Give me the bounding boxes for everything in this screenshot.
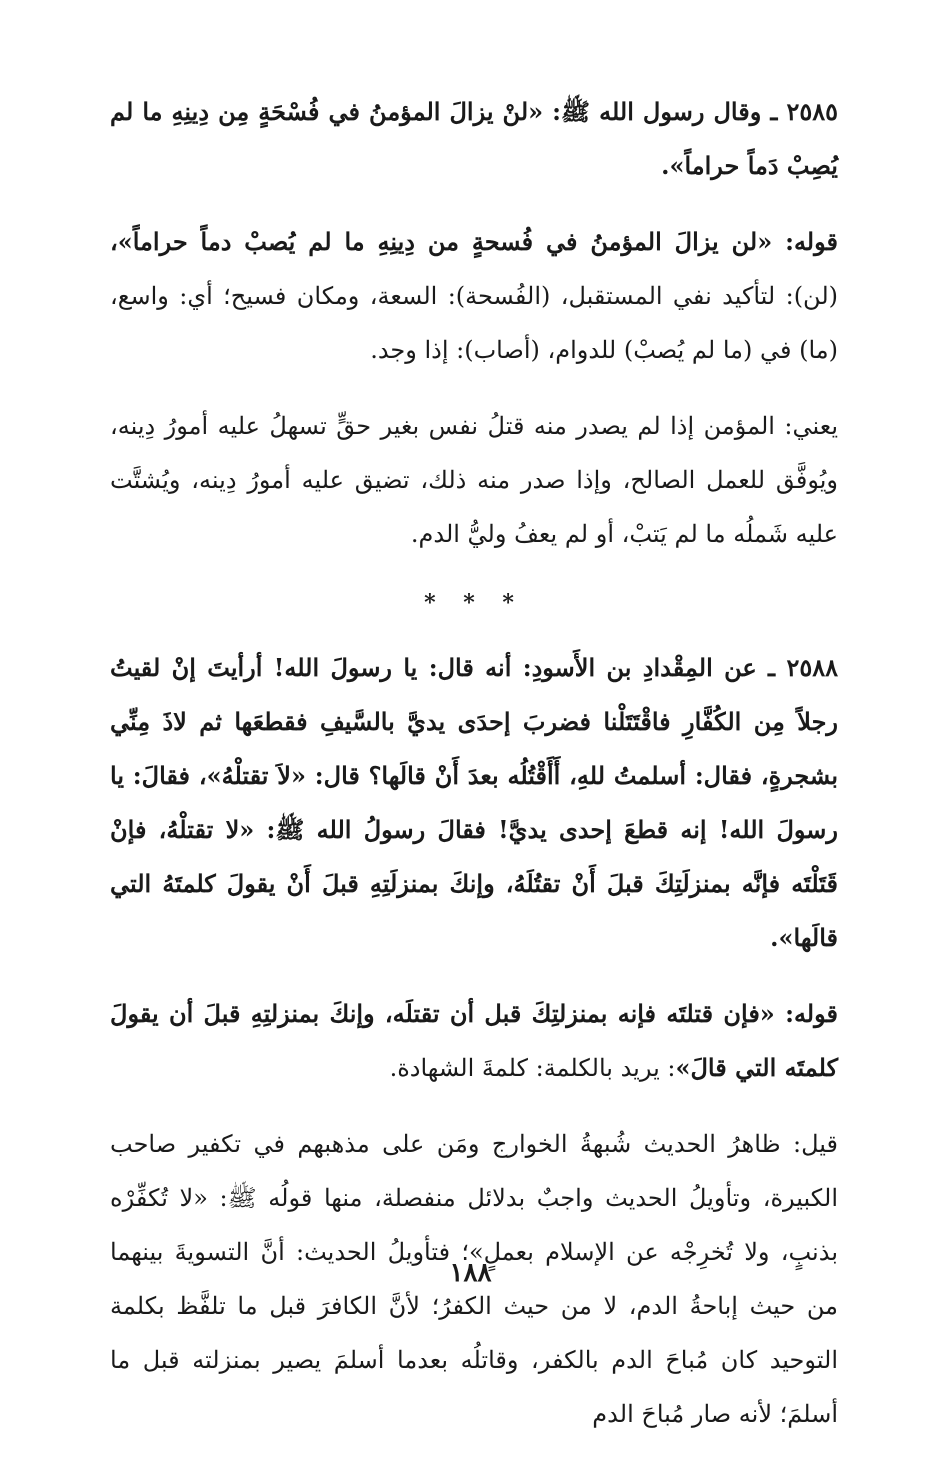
commentary-2585-explanation: (لن): لتأكيد نفي المستقبل، (الفُسحة): السعة، ومكان فسيح؛ أي: واسع، (ما) في (ما لم يُصبْ) للدوام، (أصاب): إذا وجد. (110, 282, 838, 364)
commentary-2585 (110, 215, 838, 377)
hadith-2585: ٢٥٨٥ ـ وقال رسول الله ﷺ: «لنْ يزالَ المؤمنُ في فُسْحَةٍ مِن دِينِهِ ما لم يُصِبْ دَماً حراماً». (110, 97, 838, 180)
section-separator: * * * (424, 590, 524, 616)
commentary-2588-explanation: : يريد بالكلمة: كلمةَ الشهادة. (389, 1054, 676, 1082)
commentary-2588 (110, 987, 838, 1095)
hadith-2588: ٢٥٨٨ ـ عن المِقْدادِ بن الأَسودِ: أنه قال: يا رسولَ الله! أرأيتَ إنْ لقيتُ رجلاً مِن الكُفَّارِ فاقْتَتَلْنا فضربَ إحدَى يديَّ بالسَّيفِ فقطعَها ثم لاذَ مِنِّي بشجرةٍ، فقال: أسلمتُ للهِ، أَأَقْتُلُه بعدَ أَنْ قالَها؟ قال: «لاَ تقتلْهُ»، فقالَ: يا رسولَ الله! إنه قطعَ إحدى يديَّ! فقالَ رسولُ الله ﷺ: «لا تقتلْهُ، فإنْ قَتَلْتَه فإنَّه بمنزلَتِكَ قبلَ أَنْ تقتُلَهُ، وإنكَ بمنزلَتِهِ قبلَ أَنْ يقولَ كلمتَهُ التي قالَها». (110, 653, 838, 952)
document-page (110, 85, 838, 1463)
commentary-2585-meaning: يعني: المؤمن إذا لم يصدر منه قتلُ نفس بغير حقٍّ تسهلُ عليه أمورُ دِينه، ويُوفَّق للعمل الصالح، وإذا صدر منه ذلك، تضيق عليه أمورُ دِينه، ويُشتَّت عليه شَملُه ما لم يَتبْ، أو لم يعفُ وليُّ الدم. (110, 412, 838, 548)
commentary-2588-qila: قيل: ظاهرُ الحديث شُبهةُ الخوارج ومَن على مذهبهم في تكفير صاحب الكبيرة، وتأويلُ الحديث واجبٌ بدلائل منفصلة، منها قولُه ﷺ: «لا تُكفِّرْه بذنبٍ، ولا تُخرِجْه عن الإسلام بعملٍ»؛ فتأويلُ الحديث: أنَّ التسويةَ بينهما من حيث إباحةُ الدم، لا من حيث الكفرُ؛ لأنَّ الكافرَ قبل ما تلفَّظ بكلمة التوحيد كان مُباحَ الدم بالكفر، وقاتلُه بعدما أسلمَ يصير بمنزلته قبل ما أسلمَ؛ لأنه صار مُباحَ الدم (110, 1130, 839, 1428)
page-number: ١٨٨ (449, 1258, 492, 1288)
commentary-2585-quote: قوله: «لن يزالَ المؤمنُ في فُسحةٍ من دِينِهِ ما لم يُصبْ دماً حراماً»، (110, 227, 838, 256)
commentary-2588-quote: قوله: «فإن قتلتَه فإنه بمنزلتِكَ قبل أن تقتلَه، وإنكَ بمنزلتِهِ قبلَ أن يقولَ كلمتَه التي قالَ» (110, 999, 838, 1082)
